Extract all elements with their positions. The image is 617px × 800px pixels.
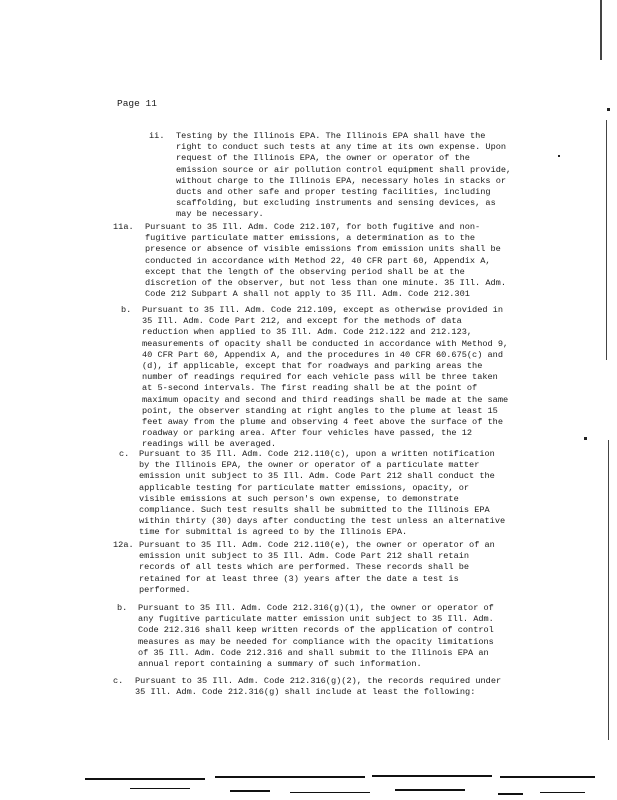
scan-edge-mark — [606, 120, 607, 360]
scan-bottom-bar — [540, 792, 585, 793]
text-line: within thirty (30) days after conducting the test unless an alternative — [139, 516, 506, 527]
scan-bottom-bar — [498, 793, 523, 795]
scan-bottom-bar — [130, 788, 190, 789]
page-number: Page 11 — [117, 98, 157, 109]
text-line: 40 CFR Part 60, Appendix A, and the procedures in 40 CFR 60.675(c) and — [142, 349, 503, 360]
text-line: by the Illinois EPA, the owner or operator of a particulate matter — [139, 460, 480, 471]
text-line: visible emissions at such person's own expense, to demonstrate — [139, 493, 459, 504]
item-label-11b: b. — [121, 305, 132, 315]
scan-bottom-bar — [395, 789, 465, 791]
text-line: at 5-second intervals. The first reading shall be at the point of — [142, 383, 478, 394]
text-line: except that the length of the observing period shall be at the — [145, 266, 465, 277]
text-line: of 35 Ill. Adm. Code 212.316 and shall submit to the Illinois EPA an — [138, 647, 489, 658]
text-line: reduction when applied to 35 Ill. Adm. Code 212.122 and 212.123, — [142, 327, 473, 338]
text-line: time for submittal is agreed to by the Illinois EPA. — [139, 527, 408, 538]
text-line: point, the observer standing at right angles to the plume at least 15 — [142, 405, 498, 416]
text-line: scaffolding, but excluding instruments and sensing devices, as — [176, 198, 496, 209]
scan-speck — [558, 155, 560, 157]
scan-speck — [584, 437, 587, 440]
text-line: feet away from the plume and observing 4 feet above the surface of the — [142, 417, 503, 428]
text-line: Testing by the Illinois EPA. The Illinois EPA shall have the — [176, 131, 486, 141]
scan-speck — [607, 108, 610, 111]
text-line: maximum opacity and second and third readings shall be made at the same — [142, 394, 509, 405]
text-line: applicable testing for particulate matter emissions, opacity, or — [139, 482, 470, 493]
text-line: number of readings required for each vehicle pass will be three taken — [142, 372, 498, 383]
text-line: fugitive particulate matter emissions, a determination as to the — [145, 233, 476, 244]
text-line: roadway or parking area. After four vehicles have passed, the 12 — [142, 428, 473, 439]
scan-bottom-bar — [372, 775, 492, 777]
scan-bottom-bar — [290, 792, 370, 793]
text-line: Pursuant to 35 Ill. Adm. Code 212.316(g)(2), the records required under — [135, 676, 502, 686]
text-line: annual report containing a summary of such information. — [138, 659, 422, 670]
text-line: Pursuant to 35 Ill. Adm. Code 212.110(c), upon a written notification — [139, 449, 495, 459]
scan-edge-mark — [608, 440, 609, 740]
text-line: (d), if applicable, except that for roadways and parking areas the — [142, 361, 483, 372]
item-label-11a: 11a. — [113, 222, 134, 232]
text-line: presence or absence of visible emissions from emission units shall be — [145, 244, 501, 255]
text-line: right to conduct such tests at any time at its own expense. Upon — [176, 142, 507, 153]
item-label-12c: c. — [113, 676, 124, 686]
text-line: Code 212.316 shall keep written records of the application of control — [138, 625, 494, 636]
text-line: 35 Ill. Adm. Code Part 212, and except for the methods of data — [142, 316, 462, 327]
text-line: Pursuant to 35 Ill. Adm. Code 212.107, for both fugitive and non- — [145, 222, 481, 232]
text-line: may be necessary. — [176, 209, 264, 220]
text-line: Code 212 Subpart A shall not apply to 35 Ill. Adm. Code 212.301 — [145, 289, 470, 300]
item-11b — [142, 305, 508, 451]
text-line: records of all tests which are performed. These records shall be — [139, 562, 470, 573]
text-line: conducted in accordance with Method 22, 40 CFR part 60, Appendix A, — [145, 255, 491, 266]
item-12c — [135, 676, 501, 698]
text-line: emission unit subject to 35 Ill. Adm. Code Part 212 shall retain — [139, 551, 470, 562]
scan-bottom-bar — [230, 790, 270, 792]
text-line: any fugitive particulate matter emission unit subject to 35 Ill. Adm. — [138, 614, 494, 625]
text-line: performed. — [139, 584, 191, 595]
scan-bottom-bar — [215, 776, 365, 778]
text-line: measures as may be needed for compliance with the opacity limitations — [138, 636, 494, 647]
scan-edge-mark — [600, 0, 602, 60]
text-line: Pursuant to 35 Ill. Adm. Code 212.110(e), the owner or operator of an — [139, 540, 495, 550]
text-line: ducts and other safe and proper testing facilities, including — [176, 187, 491, 198]
text-line: emission source or air pollution control equipment shall provide, — [176, 164, 512, 175]
item-11a — [145, 222, 506, 300]
item-11c — [139, 449, 505, 539]
text-line: emission unit subject to 35 Ill. Adm. Code Part 212 shall conduct the — [139, 471, 495, 482]
text-line: 35 Ill. Adm. Code 212.316(g) shall include at least the following: — [135, 687, 476, 698]
item-label-ii: ii. — [149, 131, 165, 141]
item-label-12a: 12a. — [113, 540, 134, 550]
scan-bottom-bar — [85, 778, 205, 780]
item-label-11c: c. — [119, 449, 130, 459]
text-line: without charge to the Illinois EPA, necessary holes in stacks or — [176, 175, 507, 186]
text-line: discretion of the observer, but not less than one minute. 35 Ill. Adm. — [145, 278, 506, 289]
item-12a — [139, 540, 495, 596]
text-line: readings will be averaged. — [142, 439, 277, 450]
text-line: Pursuant to 35 Ill. Adm. Code 212.109, except as otherwise provided in — [142, 305, 503, 315]
text-line: compliance. Such test results shall be submitted to the Illinois EPA — [139, 505, 490, 516]
scan-bottom-bar — [500, 776, 595, 778]
item-12b — [138, 603, 494, 670]
text-line: retained for at least three (3) years after the date a test is — [139, 573, 459, 584]
text-line: request of the Illinois EPA, the owner or operator of the — [176, 153, 470, 164]
text-line: Pursuant to 35 Ill. Adm. Code 212.316(g)(1), the owner or operator of — [138, 603, 494, 613]
item-label-12b: b. — [117, 603, 128, 613]
item-ii — [176, 131, 511, 221]
text-line: measurements of opacity shall be conducted in accordance with Method 9, — [142, 338, 509, 349]
